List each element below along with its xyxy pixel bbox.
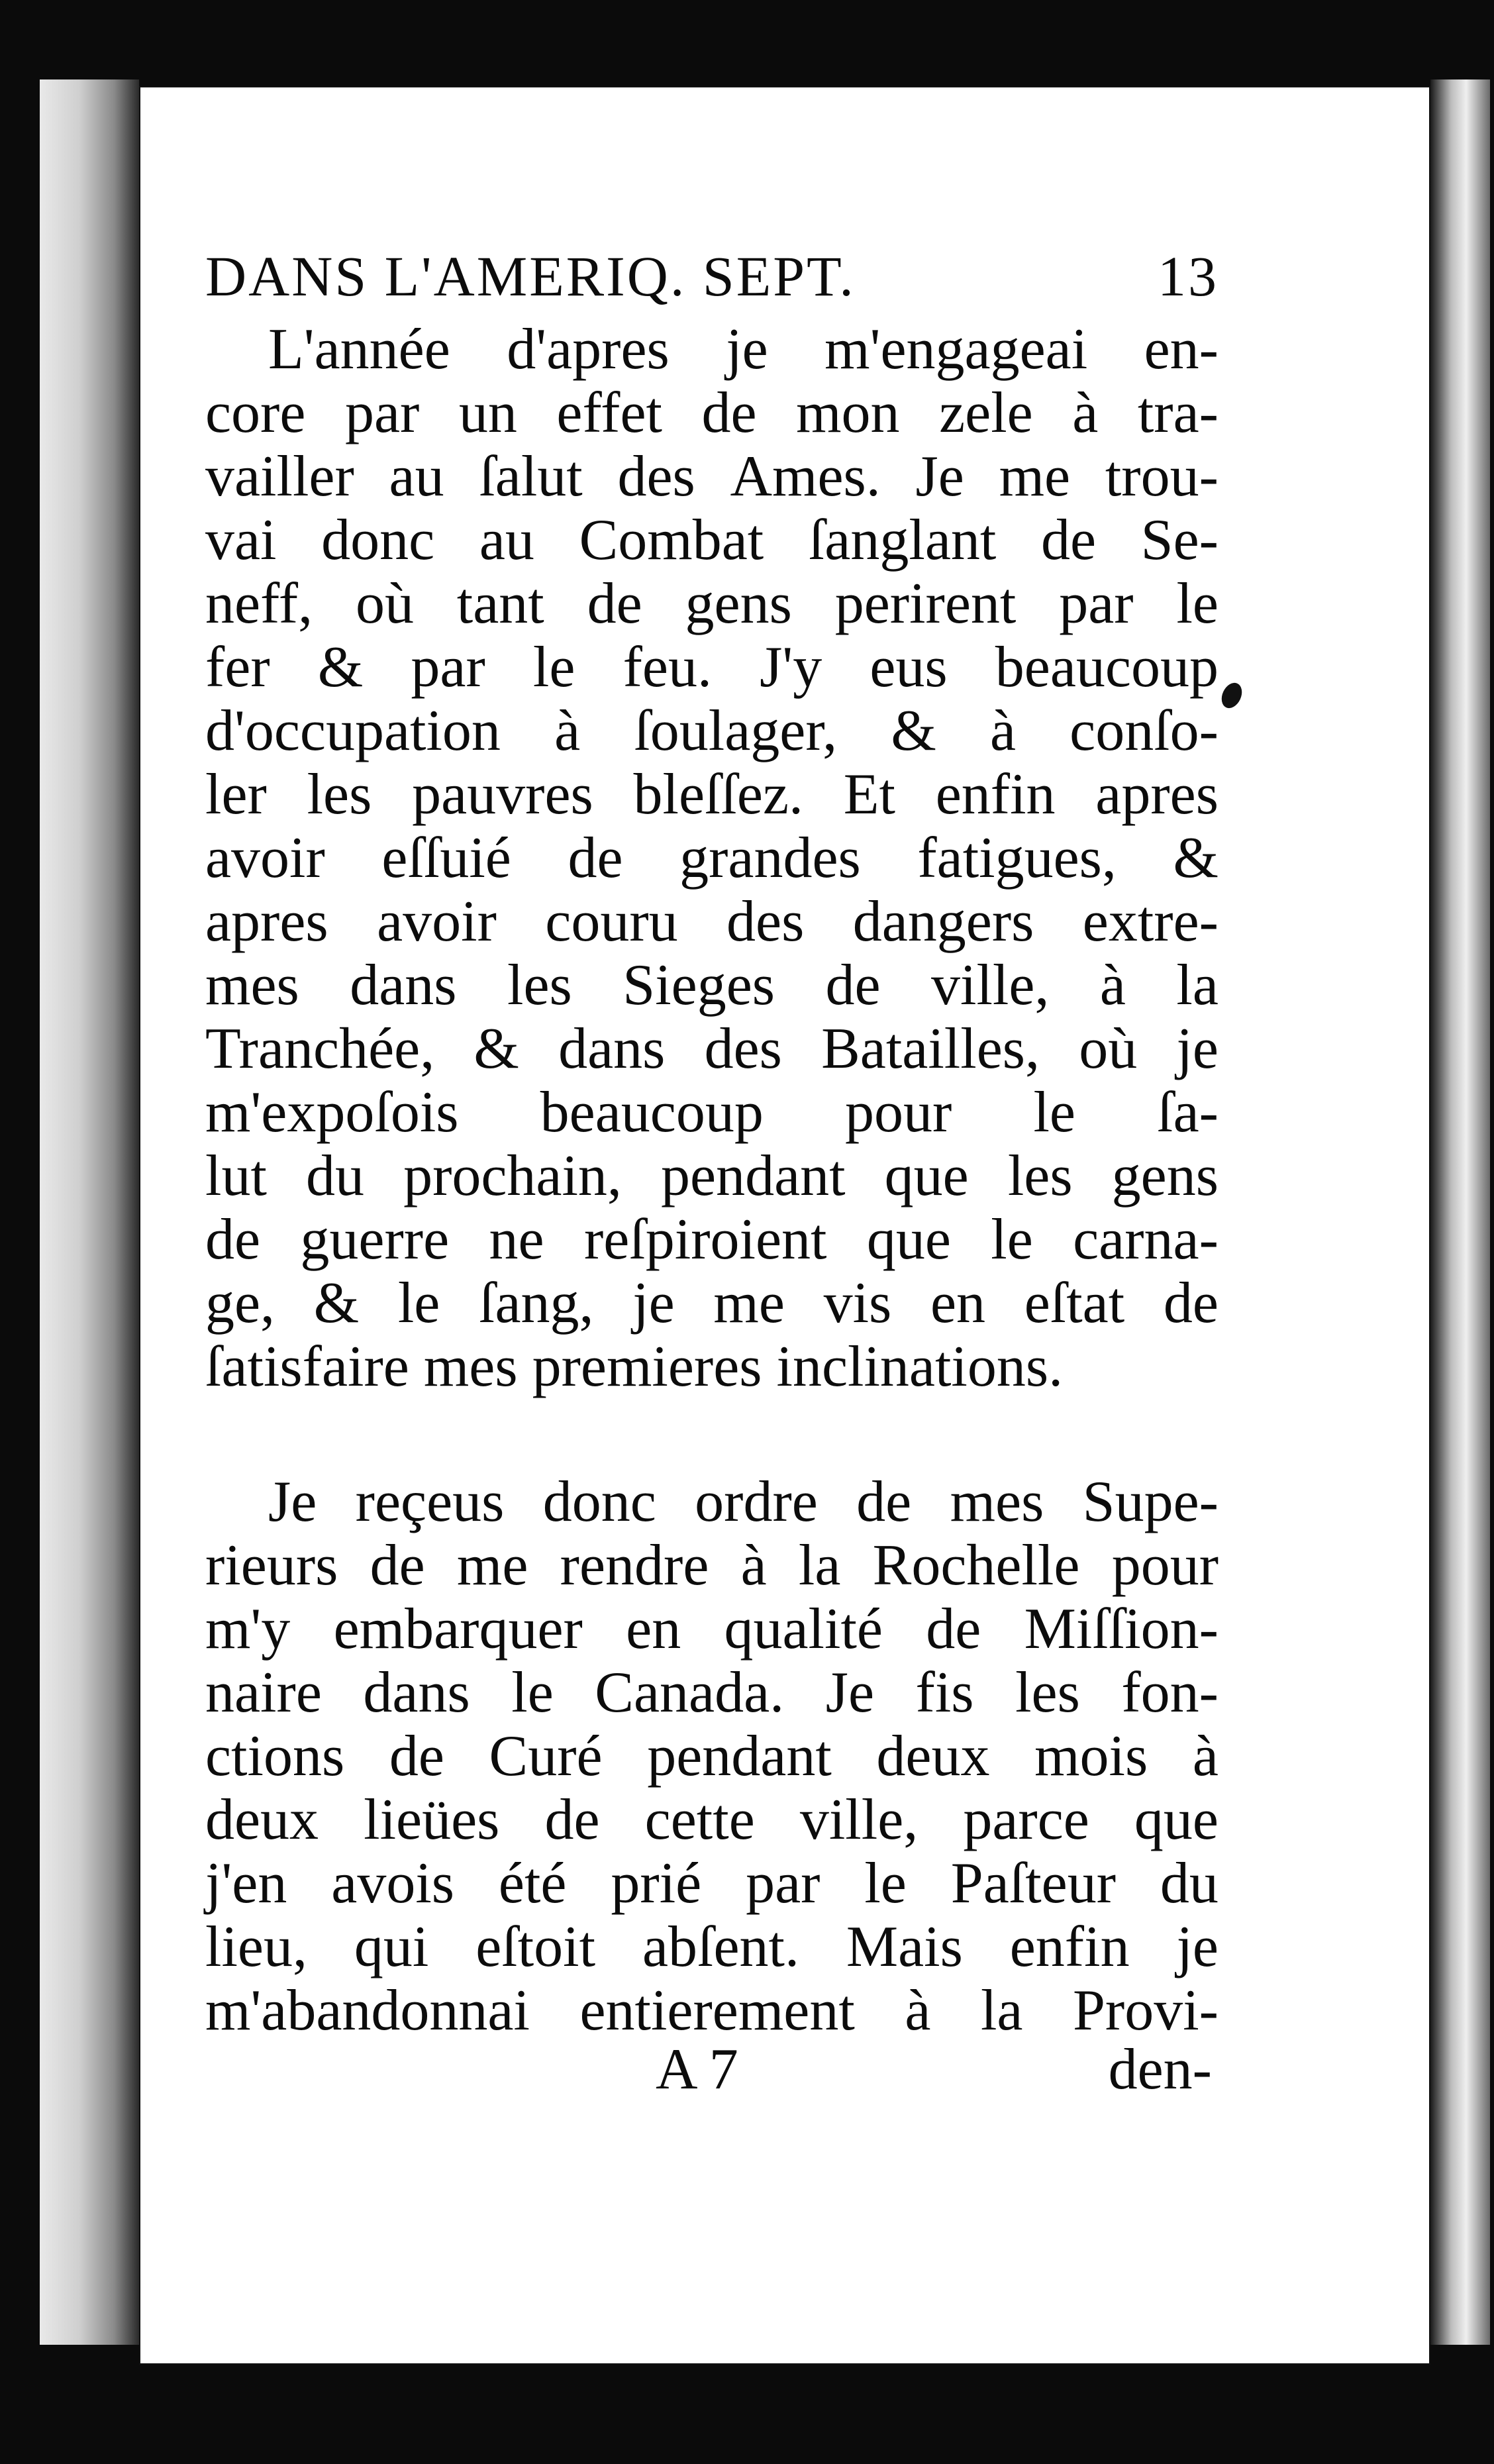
text-line: vailler au ſalut des Ames. Je me trou- bbox=[205, 444, 1219, 509]
text-line: ge, & le ſang, je me vis en eſtat de bbox=[205, 1271, 1219, 1335]
page-number: 13 bbox=[1158, 244, 1219, 308]
text-line: Tranchée, & dans des Batailles, où je bbox=[205, 1017, 1219, 1081]
scan-left-edge bbox=[40, 79, 139, 2345]
text-line: avoir eſſuié de grandes fatigues, & bbox=[205, 826, 1219, 890]
text-line: d'occupation à ſoulager, & à conſo- bbox=[205, 699, 1219, 763]
running-head bbox=[205, 240, 1219, 313]
scan-right-edge bbox=[1430, 79, 1490, 2345]
text-line: fer & par le feu. J'y eus beaucoup bbox=[205, 635, 1219, 699]
ink-blot-mark bbox=[1218, 680, 1246, 711]
running-head-title: DANS L'AMERIQ. SEPT. bbox=[205, 244, 856, 308]
text-line: mes dans les Sieges de ville, à la bbox=[205, 953, 1219, 1017]
text-line: neff, où tant de gens perirent par le bbox=[205, 572, 1219, 636]
signature-mark: A 7 bbox=[656, 2037, 738, 2102]
text-line: naire dans le Canada. Je fis les fon- bbox=[205, 1661, 1219, 1725]
paragraph-2 bbox=[205, 1470, 1219, 2043]
text-line: m'abandonnai entierement à la Provi- bbox=[205, 1978, 1219, 2043]
text-line: ſatisfaire mes premieres inclinations. bbox=[205, 1335, 1064, 1399]
text-line: ctions de Curé pendant deux mois à bbox=[205, 1724, 1219, 1788]
paragraph-1 bbox=[205, 318, 1219, 1399]
text-line: L'année d'apres je m'engageai en- bbox=[268, 317, 1219, 382]
text-line: Je reçeus donc ordre de mes Supe- bbox=[268, 1470, 1219, 1534]
text-line: lut du prochain, pendant que les gens bbox=[205, 1144, 1219, 1208]
text-line: lieu, qui eſtoit abſent. Mais enfin je bbox=[205, 1915, 1219, 1979]
text-line: core par un effet de mon zele à tra- bbox=[205, 381, 1219, 445]
text-line: j'en avois été prié par le Paſteur du bbox=[205, 1851, 1219, 1916]
text-line: m'y embarquer en qualité de Miſſion- bbox=[205, 1597, 1219, 1661]
text-line: m'expoſois beaucoup pour le ſa- bbox=[205, 1080, 1219, 1145]
catchword: den- bbox=[1108, 2037, 1212, 2102]
text-line: apres avoir couru des dangers extre- bbox=[205, 890, 1219, 954]
page-footer bbox=[205, 2033, 1219, 2106]
text-line: ler les pauvres bleſſez. Et enfin apres bbox=[205, 762, 1219, 827]
text-line: rieurs de me rendre à la Rochelle pour bbox=[205, 1533, 1219, 1598]
text-line: vai donc au Combat ſanglant de Se- bbox=[205, 508, 1219, 572]
text-line: deux lieües de cette ville, parce que bbox=[205, 1788, 1219, 1852]
text-line: de guerre ne reſpiroient que le carna- bbox=[205, 1207, 1219, 1272]
book-page bbox=[139, 86, 1430, 2365]
